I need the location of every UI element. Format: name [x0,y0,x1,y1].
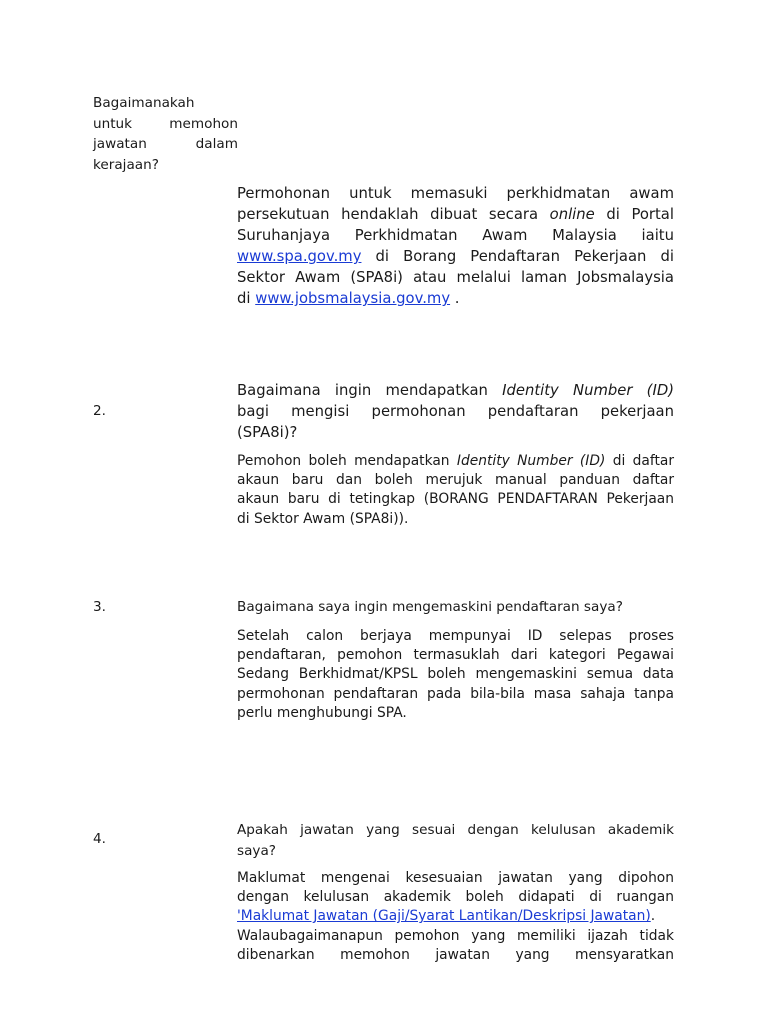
answer-line: pendaftaran, pemohon termasuklah dari kategori Pegawai [237,647,674,664]
text: . [650,908,656,925]
text: di daftar [605,453,674,469]
question-line: kerajaan? [93,157,159,174]
faq-1-question [93,93,238,176]
jobsmalaysia-link[interactable]: www.jobsmalaysia.gov.my [255,290,451,307]
answer-line: Suruhanjaya Perkhidmatan Awam Malaysia iaitu [237,227,674,244]
answer-line [237,452,674,471]
question-line: jawatan dalam [93,136,238,153]
answer-line: permohonan pendaftaran pada bila-bila masa sahaja tanpa [237,685,674,702]
answer-line [237,246,674,267]
answer-line: akaun baru dan boleh merujuk manual panduan daftar [237,472,674,489]
question-line [237,380,674,401]
answer-line: perlu menghubungi SPA. [237,704,407,721]
answer-line [237,907,674,926]
answer-line: Maklumat mengenai kesesuaian jawatan yang dipohon [237,870,674,886]
question-line: bagi mengisi permohonan pendaftaran pekerjaan [237,403,674,420]
spa-link[interactable]: www.spa.gov.my [237,248,362,265]
faq-3-answer [237,627,674,723]
faq-2-question [237,380,674,443]
answer-line: Permohonan untuk memasuki perkhidmatan awam [237,185,674,202]
text: di Portal [594,206,674,223]
faq-4-question [237,820,674,861]
answer-line [237,204,674,225]
emphasis: online [549,206,595,223]
question-line: untuk memohon [93,115,238,132]
text: Pemohon boleh mendapatkan [237,453,457,469]
faq-2-answer [237,452,674,529]
text: di [237,290,256,307]
answer-line [237,288,674,309]
text: persekutuan hendaklah dibuat secara [237,206,550,223]
answer-line: dengan kelulusan akademik boleh didapati di ruangan [237,889,674,906]
faq-4-answer [237,869,674,965]
text: di Borang Pendaftaran Pekerjaan di [361,248,674,265]
faq-2-number: 2. [93,403,106,419]
question-line: Apakah jawatan yang sesuai dengan kelulusan akademik [237,822,674,838]
answer-line: akaun baru di tetingkap (BORANG PENDAFTARAN Pekerjaan [237,491,674,508]
faq-3-question: Bagaimana saya ingin mengemaskini pendaftaran saya? [237,599,623,615]
maklumat-jawatan-link[interactable]: 'Maklumat Jawatan (Gaji/Syarat Lantikan/Deskripsi Jawatan) [237,908,651,925]
text: Bagaimana ingin mendapatkan [237,382,503,399]
answer-line: dibenarkan memohon jawatan yang mensyaratkan [237,946,674,963]
question-line: saya? [237,842,277,859]
answer-line: Walaubagaimanapun pemohon yang memiliki ijazah tidak [237,927,674,944]
answer-line: Setelah calon berjaya mempunyai ID selepas proses [237,628,674,644]
emphasis: Identity Number (ID) [456,453,606,469]
faq-3-number: 3. [93,599,106,615]
answer-line: Sedang Berkhidmat/KPSL boleh mengemaskini semua data [237,666,674,683]
answer-line: Sektor Awam (SPA8i) atau melalui laman Jobsmalaysia [237,269,674,286]
emphasis: Identity Number (ID) [502,382,674,399]
question-line: (SPA8i)? [237,424,298,441]
question-line: Bagaimanakah [93,95,195,111]
faq-1-answer [237,183,674,309]
faq-4-number: 4. [93,831,106,847]
text: . [450,290,460,307]
answer-line: di Sektor Awam (SPA8i)). [237,510,409,527]
